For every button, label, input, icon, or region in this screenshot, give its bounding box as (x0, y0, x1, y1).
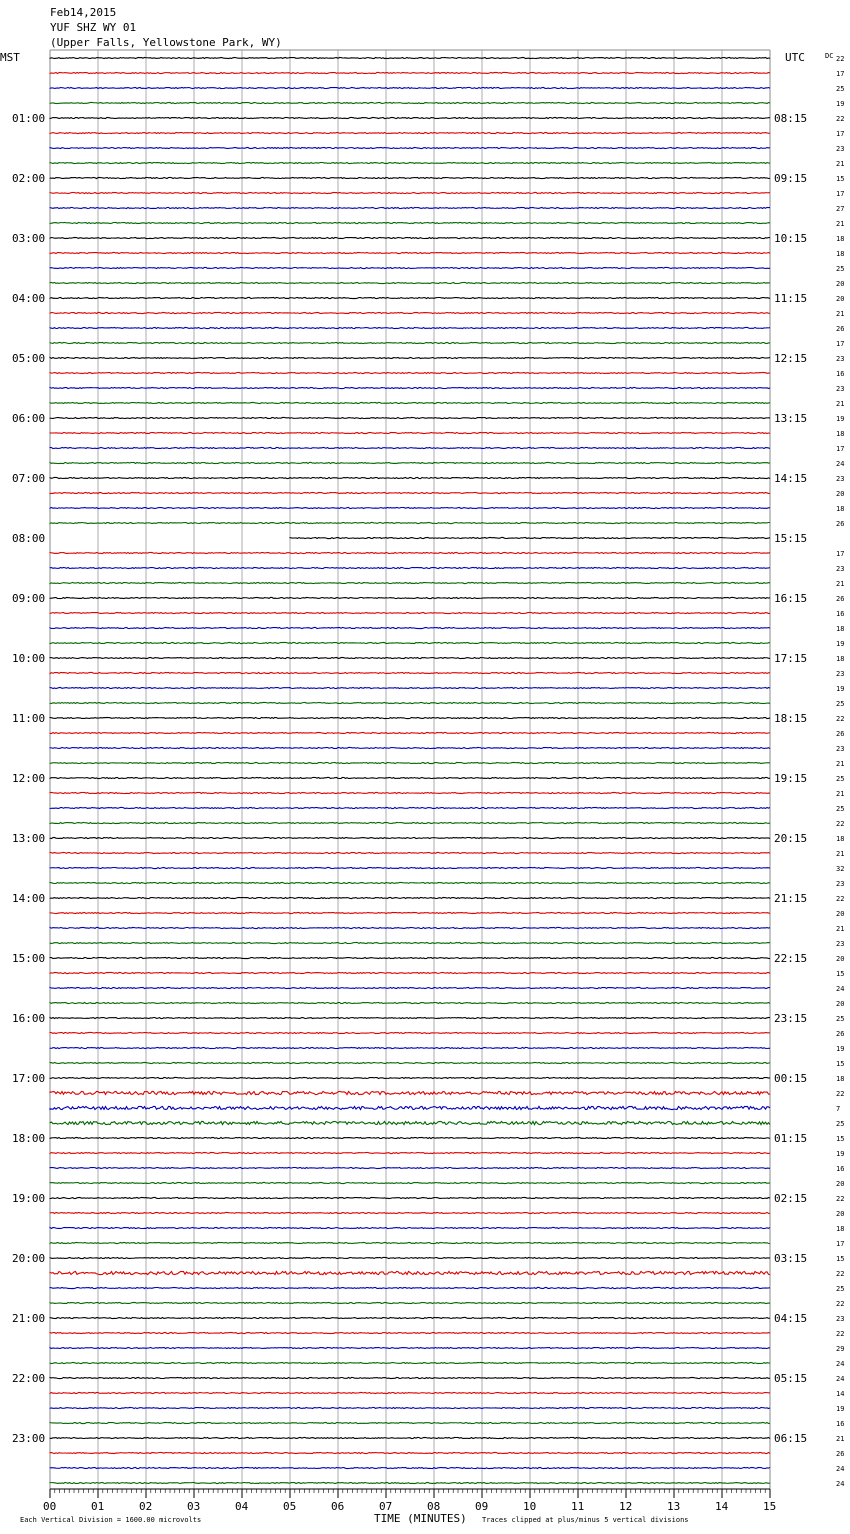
mst-hour-label: 20:00 (12, 1252, 46, 1265)
utc-hour-label: 21:15 (774, 892, 808, 905)
trace-line (50, 387, 770, 388)
dc-offset-label: 19 (836, 100, 845, 108)
utc-hour-label: 11:15 (774, 292, 808, 305)
trace-line (50, 897, 770, 898)
dc-offset-label: 20 (836, 295, 845, 303)
utc-hour-label: 00:15 (774, 1072, 808, 1085)
utc-hour-label: 09:15 (774, 172, 808, 185)
dc-offset-label: 15 (836, 970, 845, 978)
trace-line (50, 882, 770, 883)
trace-line (50, 1407, 770, 1408)
dc-offset-label: 18 (836, 505, 845, 513)
trace-line (50, 447, 770, 448)
trace-line (50, 702, 770, 703)
trace-line (50, 87, 770, 88)
trace-line (50, 627, 770, 628)
dc-offset-label: 18 (836, 235, 845, 243)
trace-line (50, 147, 770, 148)
trace-line (50, 1197, 770, 1198)
trace-line (50, 1302, 770, 1303)
dc-offset-label: 17 (836, 190, 845, 198)
mst-hour-label: 12:00 (12, 772, 46, 785)
trace-line (50, 912, 770, 913)
dc-offset-label: 15 (836, 1135, 845, 1143)
dc-offset-label: 19 (836, 415, 845, 423)
dc-offset-label: 18 (836, 250, 845, 258)
dc-offset-label: 22 (836, 1330, 845, 1338)
dc-offset-label: 24 (836, 1465, 845, 1473)
dc-offset-label: 26 (836, 520, 845, 528)
x-tick-label: 00 (43, 1500, 57, 1513)
dc-offset-label: 22 (836, 115, 845, 123)
trace-line (50, 1091, 770, 1094)
dc-offset-label: 23 (836, 355, 845, 363)
dc-offset-label: 18 (836, 1225, 845, 1233)
dc-header-label: DC (825, 52, 834, 60)
dc-offset-label: 19 (836, 1405, 845, 1413)
utc-hour-label: 14:15 (774, 472, 808, 485)
dc-offset-label: 21 (836, 580, 845, 588)
trace-line (50, 1347, 770, 1348)
date-label: Feb14,2015 (50, 6, 117, 19)
dc-offset-label: 21 (836, 1435, 845, 1443)
utc-hour-label: 04:15 (774, 1312, 808, 1325)
trace-line (50, 222, 770, 223)
trace-line (50, 852, 770, 853)
x-tick-label: 05 (283, 1500, 297, 1513)
trace-line (50, 417, 770, 418)
trace-line (50, 357, 770, 358)
dc-offset-label: 20 (836, 280, 845, 288)
x-tick-label: 09 (475, 1500, 489, 1513)
trace-line (50, 372, 770, 373)
dc-offset-label: 25 (836, 1285, 845, 1293)
dc-offset-label: 21 (836, 925, 845, 933)
location-label: (Upper Falls, Yellowstone Park, WY) (50, 36, 282, 49)
trace-line (50, 432, 770, 433)
dc-offset-label: 25 (836, 805, 845, 813)
dc-offset-label: 21 (836, 310, 845, 318)
trace-line (50, 1002, 770, 1003)
trace-line (50, 957, 770, 958)
mst-hour-label: 11:00 (12, 712, 46, 725)
trace-line (50, 462, 770, 463)
x-tick-label: 03 (187, 1500, 201, 1513)
x-tick-label: 10 (523, 1500, 537, 1513)
dc-offset-label: 20 (836, 1180, 845, 1188)
dc-offset-label: 20 (836, 955, 845, 963)
trace-line (50, 1137, 770, 1138)
utc-hour-label: 08:15 (774, 112, 808, 125)
dc-offset-label: 21 (836, 220, 845, 228)
dc-offset-label: 19 (836, 685, 845, 693)
trace-line (50, 1317, 770, 1318)
x-tick-label: 12 (619, 1500, 633, 1513)
mst-hour-label: 01:00 (12, 112, 46, 125)
dc-offset-label: 16 (836, 1420, 845, 1428)
trace-line (50, 402, 770, 403)
trace-line (50, 267, 770, 268)
mst-hour-label: 03:00 (12, 232, 46, 245)
trace-line (50, 642, 770, 643)
dc-offset-label: 17 (836, 70, 845, 78)
trace-line (50, 507, 770, 508)
mst-hour-label: 02:00 (12, 172, 46, 185)
dc-offset-label: 17 (836, 340, 845, 348)
trace-line (50, 72, 770, 73)
mst-hour-label: 21:00 (12, 1312, 46, 1325)
dc-offset-label: 23 (836, 1315, 845, 1323)
trace-line (50, 1152, 770, 1153)
trace-line (50, 672, 770, 673)
mst-hour-label: 09:00 (12, 592, 46, 605)
utc-hour-label: 22:15 (774, 952, 808, 965)
left-timezone-label: MST (0, 51, 20, 64)
x-tick-label: 13 (667, 1500, 681, 1513)
dc-offset-label: 32 (836, 865, 845, 873)
utc-hour-label: 13:15 (774, 412, 808, 425)
trace-line (50, 822, 770, 823)
trace-line (50, 927, 770, 928)
trace-line (50, 612, 770, 613)
dc-offset-label: 29 (836, 1345, 845, 1353)
x-tick-label: 11 (571, 1500, 585, 1513)
trace-line (50, 1047, 770, 1048)
trace-line (50, 1017, 770, 1018)
dc-offset-label: 25 (836, 85, 845, 93)
trace-line (50, 252, 770, 253)
dc-offset-label: 7 (836, 1105, 841, 1113)
trace-line (50, 1242, 770, 1243)
mst-hour-label: 17:00 (12, 1072, 46, 1085)
trace-line (50, 1452, 770, 1453)
dc-offset-label: 23 (836, 145, 845, 153)
trace-line (50, 687, 770, 688)
mst-hour-label: 16:00 (12, 1012, 46, 1025)
x-tick-label: 08 (427, 1500, 441, 1513)
dc-offset-label: 18 (836, 430, 845, 438)
mst-hour-label: 05:00 (12, 352, 46, 365)
trace-line (50, 132, 770, 133)
trace-line (50, 972, 770, 973)
dc-offset-label: 19 (836, 640, 845, 648)
dc-offset-label: 16 (836, 1165, 845, 1173)
x-tick-label: 02 (139, 1500, 153, 1513)
dc-offset-label: 21 (836, 400, 845, 408)
utc-hour-label: 05:15 (774, 1372, 808, 1385)
trace-line (50, 837, 770, 838)
x-axis (43, 1489, 776, 1513)
trace-line (50, 1377, 770, 1378)
mst-hour-label: 13:00 (12, 832, 46, 845)
dc-offset-label: 23 (836, 565, 845, 573)
mst-hour-label: 04:00 (12, 292, 46, 305)
trace-line (50, 1106, 770, 1109)
utc-hour-label: 19:15 (774, 772, 808, 785)
trace-line (50, 162, 770, 163)
dc-offset-label: 17 (836, 1240, 845, 1248)
trace-line (50, 477, 770, 478)
trace-line (50, 987, 770, 988)
trace-line (50, 942, 770, 943)
dc-offset-label: 19 (836, 1150, 845, 1158)
dc-offset-label: 16 (836, 610, 845, 618)
dc-offset-label: 23 (836, 940, 845, 948)
dc-offset-label: 24 (836, 460, 845, 468)
mst-hour-label: 14:00 (12, 892, 46, 905)
utc-hour-label: 01:15 (774, 1132, 808, 1145)
trace-line (50, 297, 770, 298)
trace-line (50, 1182, 770, 1183)
dc-offset-label: 18 (836, 625, 845, 633)
mst-hour-label: 10:00 (12, 652, 46, 665)
dc-offset-label: 20 (836, 1210, 845, 1218)
dc-offset-label: 25 (836, 1015, 845, 1023)
dc-offset-label: 21 (836, 850, 845, 858)
trace-line (50, 1287, 770, 1288)
utc-hour-label: 02:15 (774, 1192, 808, 1205)
x-tick-label: 06 (331, 1500, 345, 1513)
dc-offset-label: 22 (836, 1270, 845, 1278)
dc-offset-label: 21 (836, 760, 845, 768)
mst-hour-label: 06:00 (12, 412, 46, 425)
trace-line (50, 747, 770, 748)
trace-line (50, 1482, 770, 1483)
dc-offset-label: 18 (836, 655, 845, 663)
trace-line (50, 1077, 770, 1078)
trace-line (50, 237, 770, 238)
dc-offset-label: 25 (836, 775, 845, 783)
dc-offset-label: 22 (836, 820, 845, 828)
x-tick-label: 04 (235, 1500, 249, 1513)
dc-offset-label: 26 (836, 730, 845, 738)
trace-line (50, 492, 770, 493)
dc-offset-label: 20 (836, 910, 845, 918)
dc-offset-label: 22 (836, 55, 845, 63)
mst-hour-label: 23:00 (12, 1432, 46, 1445)
dc-offset-label: 18 (836, 835, 845, 843)
trace-line (50, 1271, 770, 1274)
trace-line (50, 282, 770, 283)
dc-offset-label: 24 (836, 1375, 845, 1383)
dc-offset-label: 21 (836, 160, 845, 168)
dc-offset-label: 17 (836, 445, 845, 453)
mst-hour-label: 08:00 (12, 532, 46, 545)
dc-offset-label: 23 (836, 745, 845, 753)
trace-line (50, 1032, 770, 1033)
mst-hour-label: 15:00 (12, 952, 46, 965)
trace-line (50, 567, 770, 568)
trace-line (50, 102, 770, 103)
x-axis-title: TIME (MINUTES) (374, 1512, 467, 1525)
trace-line (50, 1422, 770, 1423)
scale-note: Each Vertical Division = 1600.00 microvolts (20, 1516, 202, 1524)
dc-offset-label: 17 (836, 550, 845, 558)
dc-offset-label: 22 (836, 715, 845, 723)
trace-line (50, 312, 770, 313)
trace-line (50, 1062, 770, 1063)
utc-hour-label: 16:15 (774, 592, 808, 605)
dc-offset-label: 16 (836, 370, 845, 378)
dc-offset-label: 15 (836, 1255, 845, 1263)
dc-offset-label: 22 (836, 1300, 845, 1308)
x-tick-label: 01 (91, 1500, 105, 1513)
trace-line (50, 522, 770, 523)
trace-line (50, 207, 770, 208)
dc-offset-label: 27 (836, 205, 845, 213)
right-timezone-label: UTC (785, 51, 805, 64)
trace-line (50, 1257, 770, 1258)
trace-line (50, 552, 770, 553)
trace-line (50, 1121, 770, 1124)
dc-offset-label: 24 (836, 1360, 845, 1368)
utc-hour-label: 06:15 (774, 1432, 808, 1445)
trace-line (50, 777, 770, 778)
trace-line (50, 732, 770, 733)
mst-hour-label: 22:00 (12, 1372, 46, 1385)
utc-hour-label: 12:15 (774, 352, 808, 365)
station-label: YUF SHZ WY 01 (50, 21, 137, 34)
mst-hour-label: 18:00 (12, 1132, 46, 1145)
dc-offset-label: 24 (836, 985, 845, 993)
dc-offset-label: 23 (836, 880, 845, 888)
utc-hour-label: 15:15 (774, 532, 808, 545)
trace-line (50, 1392, 770, 1393)
dc-offset-label: 18 (836, 1075, 845, 1083)
dc-offset-label: 22 (836, 1090, 845, 1098)
dc-offset-label: 14 (836, 1390, 845, 1398)
dc-offset-label: 20 (836, 1000, 845, 1008)
dc-offset-label: 17 (836, 130, 845, 138)
trace-line (50, 582, 770, 583)
dc-offset-label: 26 (836, 1450, 845, 1458)
dc-offset-label: 20 (836, 490, 845, 498)
utc-hour-label: 23:15 (774, 1012, 808, 1025)
trace-line (50, 1227, 770, 1228)
seismic-traces (50, 55, 844, 1488)
trace-line (50, 762, 770, 763)
trace-line (50, 1332, 770, 1333)
mst-hour-label: 07:00 (12, 472, 46, 485)
trace-line (50, 57, 770, 58)
dc-offset-label: 21 (836, 790, 845, 798)
dc-offset-label: 22 (836, 895, 845, 903)
trace-line (50, 1437, 770, 1438)
dc-offset-label: 25 (836, 1120, 845, 1128)
trace-line (50, 1362, 770, 1363)
trace-line (50, 1467, 770, 1468)
trace-line (50, 192, 770, 193)
utc-hour-label: 20:15 (774, 832, 808, 845)
dc-offset-label: 24 (836, 1480, 845, 1488)
dc-offset-label: 23 (836, 670, 845, 678)
trace-line (50, 597, 770, 598)
dc-offset-label: 19 (836, 1045, 845, 1053)
trace-line (50, 342, 770, 343)
x-tick-label: 14 (715, 1500, 729, 1513)
dc-offset-label: 22 (836, 1195, 845, 1203)
dc-offset-label: 15 (836, 175, 845, 183)
mst-hour-label: 19:00 (12, 1192, 46, 1205)
trace-line (50, 717, 770, 718)
trace-line (50, 657, 770, 658)
trace-line (50, 1212, 770, 1213)
dc-offset-label: 23 (836, 385, 845, 393)
trace-line (50, 1167, 770, 1168)
trace-line (50, 177, 770, 178)
utc-hour-label: 03:15 (774, 1252, 808, 1265)
dc-offset-label: 26 (836, 325, 845, 333)
x-tick-label: 07 (379, 1500, 393, 1513)
trace-line (50, 327, 770, 328)
utc-hour-label: 18:15 (774, 712, 808, 725)
x-tick-label: 15 (763, 1500, 777, 1513)
utc-hour-label: 17:15 (774, 652, 808, 665)
dc-offset-label: 25 (836, 700, 845, 708)
dc-offset-label: 26 (836, 1030, 845, 1038)
clip-note: Traces clipped at plus/minus 5 vertical divisions (482, 1516, 689, 1524)
utc-hour-label: 10:15 (774, 232, 808, 245)
trace-line (50, 807, 770, 808)
trace-line (50, 867, 770, 868)
dc-offset-label: 23 (836, 475, 845, 483)
dc-offset-label: 25 (836, 265, 845, 273)
dc-offset-label: 15 (836, 1060, 845, 1068)
trace-line (50, 792, 770, 793)
trace-line (50, 117, 770, 118)
dc-offset-label: 26 (836, 595, 845, 603)
